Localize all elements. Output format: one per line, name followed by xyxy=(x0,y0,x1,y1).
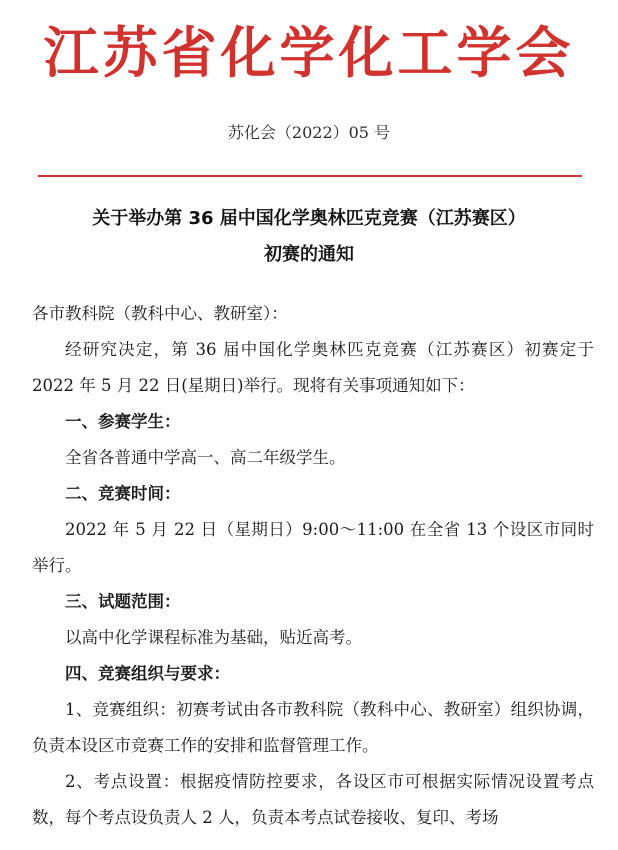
intro-paragraph: 经研究决定，第 36 届中国化学奥林匹克竞赛（江苏赛区）初赛定于 2022 年 5 月 22 日(星期日)举行。现将有关事项通知如下： xyxy=(32,340,594,395)
section-heading-time: 二、竞赛时间： xyxy=(65,484,181,503)
section-paragraph: 2022 年 5 月 22 日（星期日）9:00～11:00 在全省 13 个设区市同时举行。 xyxy=(32,520,594,575)
document-number: 苏化会（2022）05 号 xyxy=(227,123,391,142)
section-heading-organization: 四、竞赛组织与要求： xyxy=(65,664,230,683)
section-paragraph: 2、考点设置：根据疫情防控要求，各设区市可根据实际情况设置考点数，每个考点设负责人 2 人，负责本考点试卷接收、复印、考场 xyxy=(32,772,594,827)
section-heading-scope: 三、试题范围： xyxy=(65,592,181,611)
letterhead-divider xyxy=(38,175,582,177)
section-paragraph: 全省各普通中学高一、高二年级学生。 xyxy=(65,448,346,467)
salutation: 各市教科院（教科中心、教研室）： xyxy=(32,304,288,323)
section-heading-participants: 一、参赛学生： xyxy=(65,412,181,431)
document-body xyxy=(32,296,594,836)
organization-letterhead: 江苏省化学化工学会 xyxy=(43,20,575,85)
notice-title-line-1: 关于举办第 36 届中国化学奥林匹克竞赛（江苏赛区） xyxy=(92,208,526,229)
notice-title-line-2: 初赛的通知 xyxy=(264,244,354,265)
section-paragraph: 以高中化学课程标准为基础，贴近高考。 xyxy=(65,628,362,647)
section-paragraph: 1、竞赛组织：初赛考试由各市教科院（教科中心、教研室）组织协调，负责本设区市竞赛工作的安排和监督管理工作。 xyxy=(32,700,594,755)
